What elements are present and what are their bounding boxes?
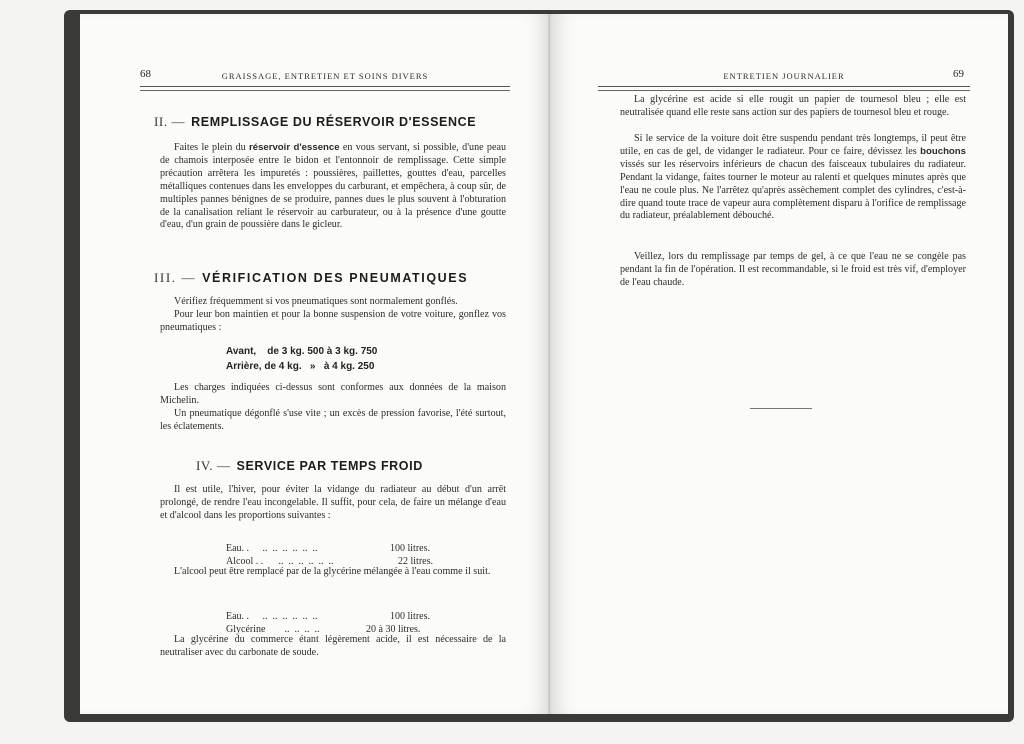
section3-p2: Pour leur bon maintien et pour la bonne suspension de votre voiture, gonflez vos pneumatiques : xyxy=(160,309,506,333)
section3-heading xyxy=(154,270,468,286)
section4-heading xyxy=(196,458,423,474)
mixture-leaders: .. .. .. .. xyxy=(282,624,320,635)
mixture-quantity: 100 litres. xyxy=(390,611,430,622)
mixture-label: Alcool . . xyxy=(226,556,264,567)
section2-p1-end: en vous servant, si possible, d'une peau de chamois interposée entre le bidon et l'entonnoir de remplissage. Cette simple précaution arrêtera les impuretés : poussières, paillettes, gouttes d'eau, parcelles métalliques contenues dans les enveloppes du carburant, et empêchera, à coup sûr, de multiples pannes bénignes de se produire, pannes dues le plus souvent à l'obturation de la canalisation reliant le réservoir au carburateur, ou à la présence d'une goutte d'eau, d'un grain de poussière dans le gicleur. xyxy=(160,142,506,231)
section2-heading xyxy=(154,114,476,130)
mixture-leaders: .. .. .. .. .. .. xyxy=(276,556,334,567)
section2-p1-start: Faites le plein du xyxy=(174,142,249,153)
tyre-pressure-rear: Arrière, de 4 kg. » à 4 kg. 250 xyxy=(226,361,375,372)
mixture-quantity: 100 litres. xyxy=(390,543,430,554)
section3-p4: Un pneumatique dégonflé s'use vite ; un excès de pression favorise, l'été surtout, les éclatements. xyxy=(160,408,506,432)
mixture-label: Eau. . xyxy=(226,543,250,554)
section3-p3: Les charges indiquées ci-dessus sont conformes aux données de la maison Michelin. xyxy=(160,382,506,406)
section-separator xyxy=(750,408,812,409)
right-running-head xyxy=(598,64,970,87)
right-page xyxy=(550,14,1008,714)
section4-number: IV. — xyxy=(196,458,231,473)
right-p2-start: Si le service de la voiture doit être suspendu pendant très longtemps, il peut être utile, en cas de gel, de vidanger le radiateur. Pour ce faire, dévissez les xyxy=(620,133,966,157)
mixture-quantity: 20 à 30 litres. xyxy=(366,624,421,635)
right-p2-end: vissés sur les réservoirs inférieurs de chacun des faisceaux tubulaires du radiateur. Pendant la vidange, faites tourner le moteur au ralenti et quelques minutes après que l'eau ne coule plus. Ne l'arrêtez qu'après assèchement complet des cylindres, c'est-à-dire quand toute trace de vapeur aura complètement disparu à l'orifice de remplissage du radiateur, préalablement débouché. xyxy=(620,158,966,222)
right-page-number: 69 xyxy=(953,68,964,80)
right-p1: La glycérine est acide si elle rougit un papier de tournesol bleu ; elle est neutralisée quand elle reste sans action sur des papiers de tournesol bleu et rouge. xyxy=(620,94,966,118)
right-header-rule xyxy=(598,90,970,91)
section2-number: II. — xyxy=(154,114,186,129)
section4-p2: L'alcool peut être remplacé par de la glycérine mélangée à l'eau comme il suit. xyxy=(174,566,491,577)
right-p2-bold: bouchons xyxy=(920,145,966,157)
right-p3: Veillez, lors du remplissage par temps de gel, à ce que l'eau ne se congèle pas pendant la fin de l'opération. Il est recommandable, si le froid est très vif, d'employer de l'eau chaude. xyxy=(620,251,966,288)
section2-p1-bold: réservoir d'essence xyxy=(249,142,340,153)
section4-title: SERVICE PAR TEMPS FROID xyxy=(236,459,423,473)
right-running-title: ENTRETIEN JOURNALIER xyxy=(723,71,845,81)
section2-paragraph xyxy=(160,142,506,232)
tyre-pressure-front: Avant, de 3 kg. 500 à 3 kg. 750 xyxy=(226,346,378,357)
mixture-label: Eau. . xyxy=(226,611,250,622)
mixture-quantity: 22 litres. xyxy=(398,556,433,567)
section4-p1: Il est utile, l'hiver, pour éviter la vidange du radiateur au début d'un arrêt prolongé, de rendre l'eau incongelable. Il suffit, pour cela, de faire un mélange d'eau et d'alcool dans les proportions suivantes : xyxy=(160,484,506,521)
section3-p1: Vérifiez fréquemment si vos pneumatiques sont normalement gonflés. xyxy=(174,296,458,307)
section4-p3: La glycérine du commerce étant légèrement acide, il est nécessaire de la neutraliser avec du carbonate de soude. xyxy=(160,634,506,658)
left-header-rule xyxy=(140,90,510,91)
right-p2 xyxy=(620,133,966,223)
section3-number: III. — xyxy=(154,270,197,285)
mixture-leaders: .. .. .. .. .. .. xyxy=(260,543,318,554)
left-page xyxy=(80,14,550,714)
left-running-head xyxy=(140,64,510,87)
section3-title: VÉRIFICATION DES PNEUMATIQUES xyxy=(202,271,469,285)
mixture-leaders: .. .. .. .. .. .. xyxy=(260,611,318,622)
left-running-title: GRAISSAGE, ENTRETIEN ET SOINS DIVERS xyxy=(221,71,429,81)
mixture-label: Glycérine xyxy=(226,624,266,635)
left-page-number: 68 xyxy=(140,68,151,80)
section2-title: REMPLISSAGE DU RÉSERVOIR D'ESSENCE xyxy=(191,115,477,129)
